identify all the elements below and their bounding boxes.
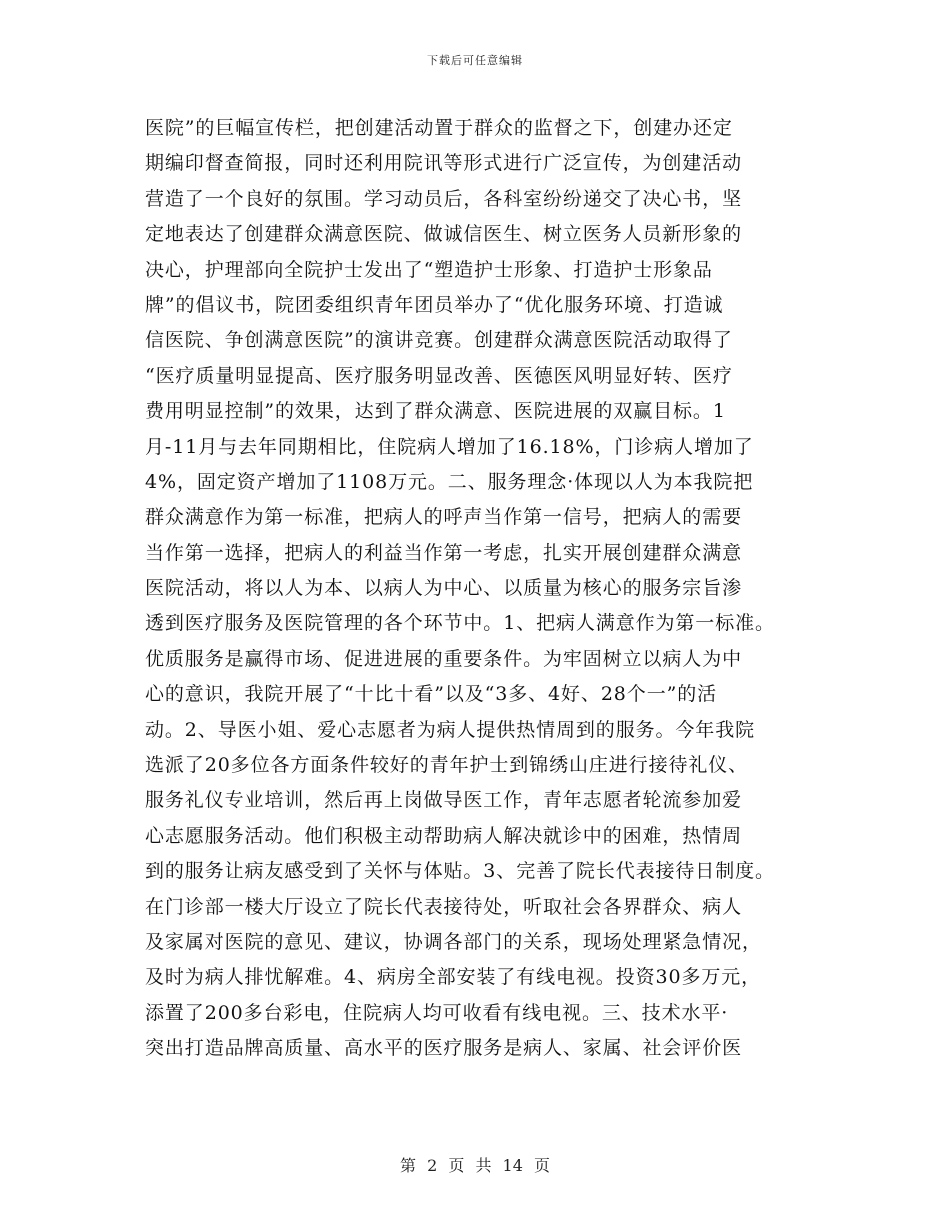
text-line: 心的意识，我院开展了“十比十看”以及“3多、4好、28个一”的活 <box>145 683 718 706</box>
text-line: 期编印督查简报，同时还利用院讯等形式进行广泛宣传，为创建活动 <box>145 152 743 175</box>
text-line: 群众满意作为第一标准，把病人的呼声当作第一信号，把病人的需要 <box>145 506 743 529</box>
text-line: 4%，固定资产增加了1108万元。二、服务理念·体现以人为本我院把 <box>145 470 754 493</box>
text-line: 到的服务让病友感受到了关怀与体贴。3、完善了院长代表接待日制度。 <box>145 860 775 883</box>
text-line: 心志愿服务活动。他们积极主动帮助病人解决就诊中的困难，热情周 <box>145 824 743 847</box>
text-line: 服务礼仪专业培训，然后再上岗做导医工作，青年志愿者轮流参加爱 <box>145 789 743 812</box>
text-line: 决心，护理部向全院护士发出了“塑造护士形象、打造护士形象品 <box>145 258 713 281</box>
page-header: 下载后可任意编辑 <box>427 54 523 67</box>
text-line: “医疗质量明显提高、医疗服务明显改善、医德医风明显好转、医疗 <box>145 364 733 387</box>
text-line: 及家属对医院的意见、建议，协调各部门的关系，现场处理紧急情况， <box>145 930 762 953</box>
text-line: 费用明显控制”的效果，达到了群众满意、医院进展的双赢目标。1 <box>145 400 726 423</box>
text-line: 月-11月与去年同期相比，住院病人增加了16.18%，门诊病人增加了 <box>145 435 754 458</box>
text-line: 医院活动，将以人为本、以病人为中心、以质量为核心的服务宗旨渗 <box>145 577 743 600</box>
text-line: 信医院、争创满意医院”的演讲竞赛。创建群众满意医院活动取得了 <box>145 329 733 352</box>
text-line: 及时为病人排忧解难。4、病房全部安装了有线电视。投资30多万元， <box>145 966 762 989</box>
text-line: 优质服务是赢得市场、促进进展的重要条件。为牢固树立以病人为中 <box>145 647 743 670</box>
text-line: 突出打造品牌高质量、高水平的医疗服务是病人、家属、社会评价医 <box>145 1037 743 1060</box>
text-line: 当作第一选择，把病人的利益当作第一考虑，扎实开展创建群众满意 <box>145 541 743 564</box>
body-text <box>145 111 835 1067</box>
text-line: 添置了200多台彩电，住院病人均可收看有线电视。三、技术水平· <box>145 1001 729 1024</box>
text-line: 牌”的倡议书，院团委组织青年团员举办了“优化服务环境、打造诚 <box>145 293 724 316</box>
text-line: 动。2、导医小姐、爱心志愿者为病人提供热情周到的服务。今年我院 <box>145 718 755 741</box>
text-line: 营造了一个良好的氛围。学习动员后，各科室纷纷递交了决心书，坚 <box>145 187 743 210</box>
text-line: 在门诊部一楼大厅设立了院长代表接待处，听取社会各界群众、病人 <box>145 895 743 918</box>
text-line: 医院”的巨幅宣传栏，把创建活动置于群众的监督之下，创建办还定 <box>145 117 733 139</box>
text-line: 选派了20多位各方面条件较好的青年护士到锦绣山庄进行接待礼仪、 <box>145 754 749 777</box>
text-line: 定地表达了创建群众满意医院、做诚信医生、树立医务人员新形象的 <box>145 223 743 246</box>
text-line: 透到医疗服务及医院管理的各个环节中。1、把病人满意作为第一标准。 <box>145 612 775 635</box>
page-footer: 第 2 页 共 14 页 <box>400 1156 550 1175</box>
